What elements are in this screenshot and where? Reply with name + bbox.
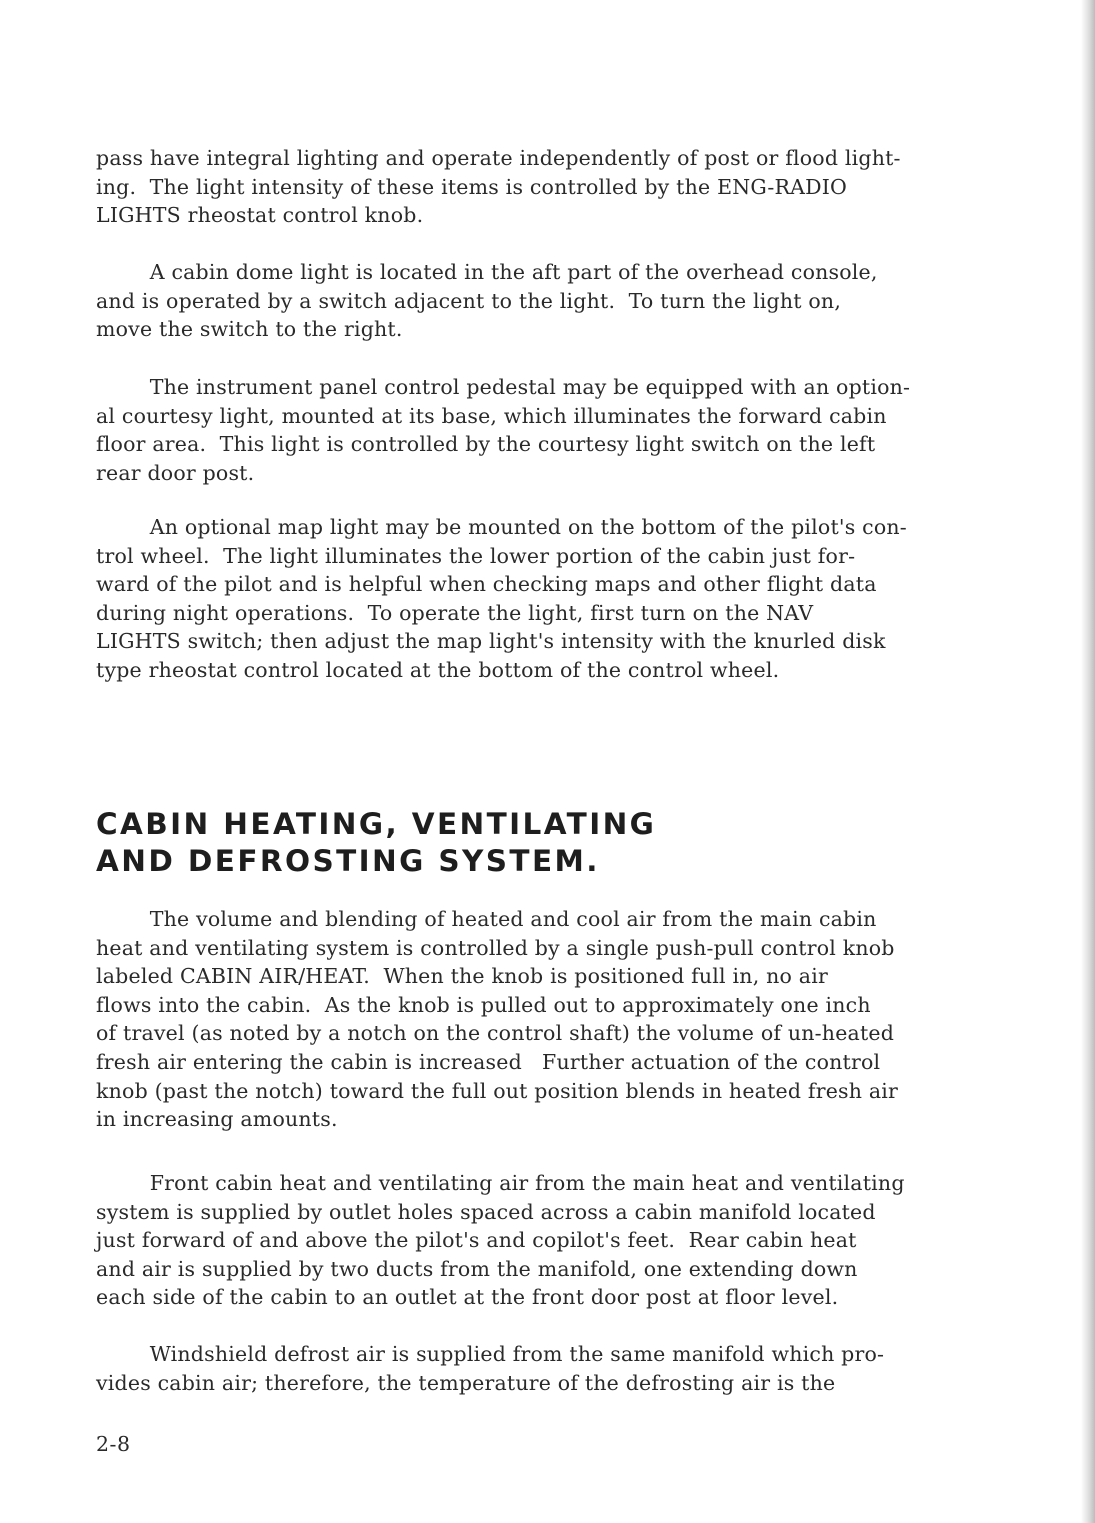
paragraph-cabin-air-heat-control [96, 905, 1046, 1134]
paragraph-front-cabin-heat [96, 1169, 1046, 1312]
paragraph-cabin-dome-light [96, 258, 1046, 344]
text-line: type rheostat control located at the bottom of the control wheel. [96, 657, 780, 682]
text-line: A cabin dome light is located in the aft part of the overhead console, [96, 260, 878, 284]
text-line: vides cabin air; therefore, the temperature of the defrosting air is the [96, 1370, 836, 1395]
section-heading [96, 806, 656, 880]
text-line: ward of the pilot and is helpful when checking maps and other flight data [96, 572, 877, 597]
page-number: 2-8 [96, 1432, 131, 1456]
text-line: system is supplied by outlet holes spaced across a cabin manifold located [96, 1199, 876, 1224]
text-line: each side of the cabin to an outlet at the front door post at floor level. [96, 1285, 839, 1310]
text-line: in increasing amounts. [96, 1107, 338, 1132]
text-line: The instrument panel control pedestal may be equipped with an option- [96, 375, 911, 399]
text-line: trol wheel. The light illuminates the lower portion of the cabin just for- [96, 543, 856, 568]
paragraph-windshield-defrost [96, 1340, 1046, 1397]
text-line: of travel (as noted by a notch on the control shaft) the volume of un-heated [96, 1021, 895, 1046]
text-line: An optional map light may be mounted on the bottom of the pilot's con- [96, 515, 907, 539]
text-line: labeled CABIN AIR/HEAT. When the knob is positioned full in, no air [96, 964, 828, 989]
text-line: Front cabin heat and ventilating air from the main heat and ventilating [96, 1171, 905, 1195]
paragraph-courtesy-light [96, 373, 1046, 487]
heading-line: AND DEFROSTING SYSTEM. [96, 844, 600, 878]
text-line: just forward of and above the pilot's and copilot's feet. Rear cabin heat [96, 1228, 857, 1253]
paragraph-integral-lighting [96, 144, 1046, 230]
text-line: and air is supplied by two ducts from the manifold, one extending down [96, 1256, 858, 1281]
text-line: move the switch to the right. [96, 317, 403, 342]
heading-line: CABIN HEATING, VENTILATING [96, 807, 657, 841]
text-line: ing. The light intensity of these items is controlled by the ENG-RADIO [96, 174, 848, 199]
text-line: The volume and blending of heated and cool air from the main cabin [96, 907, 877, 931]
text-line: al courtesy light, mounted at its base, which illuminates the forward cabin [96, 403, 887, 428]
text-line: and is operated by a switch adjacent to the light. To turn the light on, [96, 288, 842, 313]
page-edge-shadow [1081, 0, 1095, 1523]
text-line: during night operations. To operate the light, first turn on the NAV [96, 600, 814, 625]
text-line: rear door post. [96, 460, 255, 485]
text-line: flows into the cabin. As the knob is pulled out to approximately one inch [96, 992, 871, 1017]
text-line: LIGHTS rheostat control knob. [96, 203, 424, 228]
text-line: floor area. This light is controlled by the courtesy light switch on the left [96, 432, 876, 457]
text-line: knob (past the notch) toward the full out position blends in heated fresh air [96, 1078, 899, 1103]
text-line: heat and ventilating system is controlled by a single push-pull control knob [96, 935, 895, 960]
text-line: fresh air entering the cabin is increased Further actuation of the control [96, 1049, 881, 1074]
text-line: Windshield defrost air is supplied from the same manifold which pro- [96, 1342, 885, 1366]
text-line: pass have integral lighting and operate independently of post or flood light- [96, 146, 901, 170]
paragraph-map-light [96, 513, 1046, 685]
text-line: LIGHTS switch; then adjust the map light's intensity with the knurled disk [96, 629, 886, 654]
